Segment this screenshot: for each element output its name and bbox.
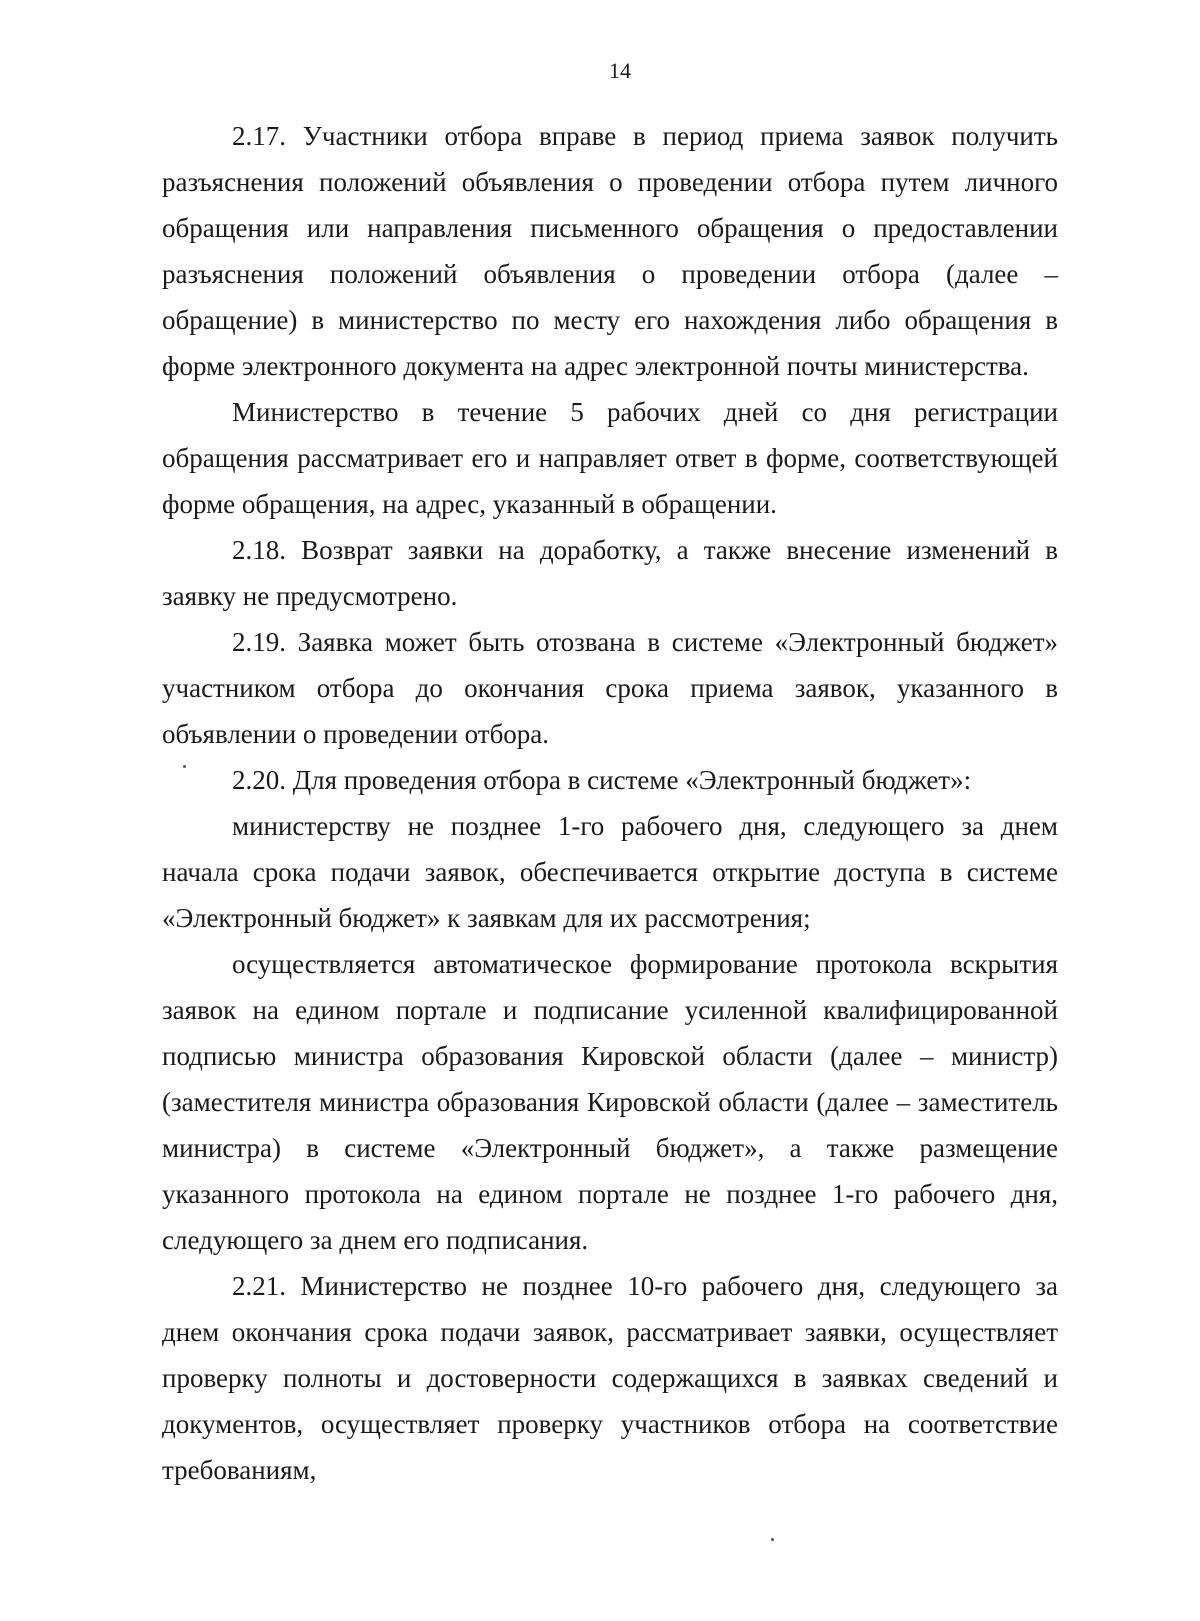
document-body <box>162 113 1058 1493</box>
scan-speck <box>771 1538 774 1541</box>
paragraph-2-17: 2.17. Участники отбора вправе в период приема заявок получить разъяснения положений объявления о проведении отбора путем личного обращения или направления письменного обращения о предоставлении разъяснения положений объявления о проведении отбора (далее – обращение) в министерство по месту его нахождения либо обращения в форме электронного документа на адрес электронной почты министерства. <box>162 121 1058 381</box>
page-number: 14 <box>609 58 631 83</box>
scan-speck <box>183 765 186 768</box>
paragraph-2-19: 2.19. Заявка может быть отозвана в системе «Электронный бюджет» участником отбора до окончания срока приема заявок, указанного в объявлении о проведении отбора. <box>162 627 1058 749</box>
paragraph-protocol: осуществляется автоматическое формирование протокола вскрытия заявок на едином портале и подписание усиленной квалифицированной подписью министра образования Кировской области (далее – министр) (заместителя министра образования Кировской области (далее – заместитель министра) в системе «Электронный бюджет», а также размещение указанного протокола на едином портале не позднее 1-го рабочего дня, следующего за днем его подписания. <box>162 949 1058 1255</box>
paragraph-2-21: 2.21. Министерство не позднее 10-го рабочего дня, следующего за днем окончания срока подачи заявок, рассматривает заявки, осуществляет проверку полноты и достоверности содержащихся в заявках сведений и документов, осуществляет проверку участников отбора на соответствие требованиям, <box>162 1271 1058 1485</box>
paragraph-ministry-access: министерству не позднее 1-го рабочего дня, следующего за днем начала срока подачи заявок, обеспечивается открытие доступа в системе «Электронный бюджет» к заявкам для их рассмотрения; <box>162 811 1058 933</box>
paragraph-2-20: 2.20. Для проведения отбора в системе «Электронный бюджет»: <box>232 765 972 795</box>
paragraph-ministry-response: Министерство в течение 5 рабочих дней со дня регистрации обращения рассматривает его и направляет ответ в форме, соответствующей форме обращения, на адрес, указанный в обращении. <box>162 397 1058 519</box>
paragraph-2-18: 2.18. Возврат заявки на доработку, а также внесение изменений в заявку не предусмотрено. <box>162 535 1058 611</box>
